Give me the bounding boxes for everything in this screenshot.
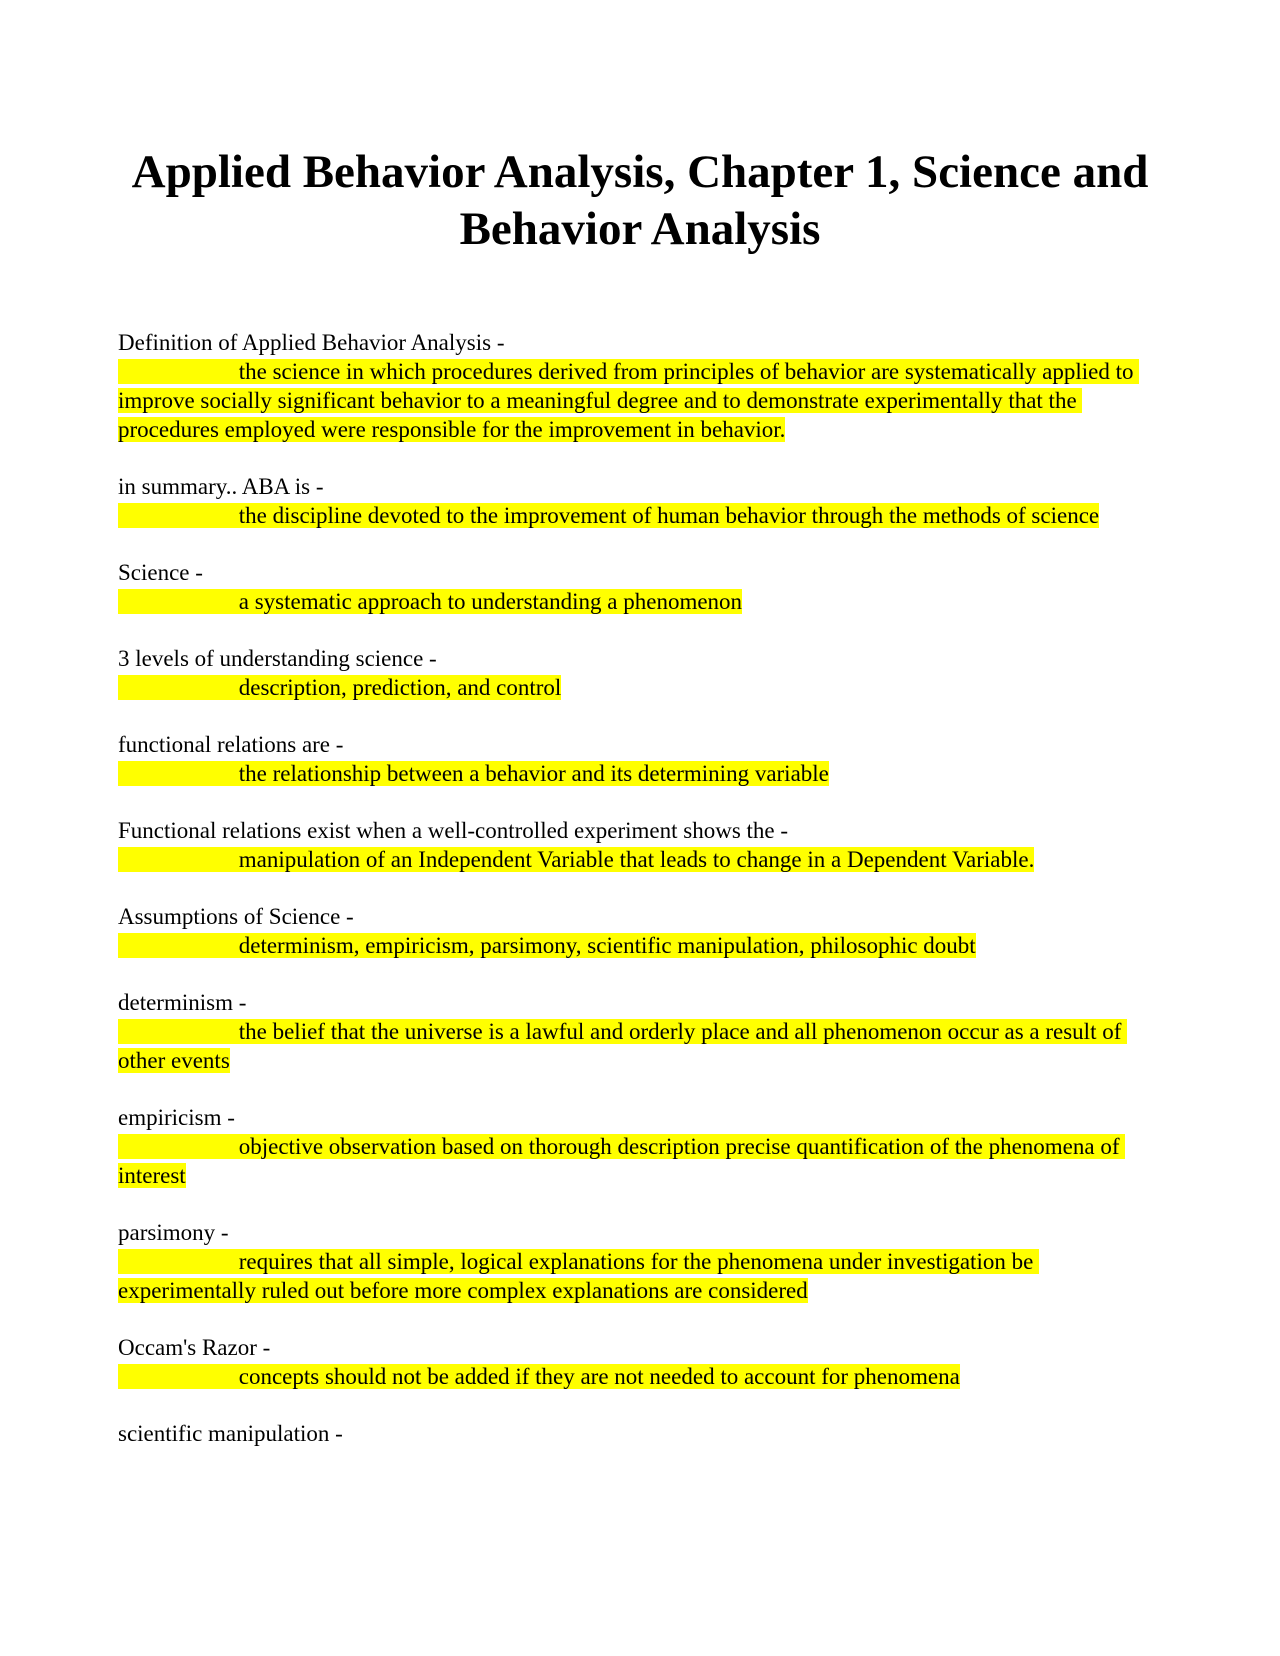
- flashcard-definition: [118, 931, 1162, 960]
- flashcard-definition: [118, 587, 1162, 616]
- flashcard-entry: [118, 1103, 1162, 1190]
- flashcard-entry: [118, 328, 1162, 444]
- flashcard-entry: [118, 988, 1162, 1075]
- flashcard-definition: [118, 1362, 1162, 1391]
- flashcard-definition: [118, 845, 1162, 874]
- highlighted-definition-text: description, prediction, and control: [118, 675, 562, 700]
- flashcard-entry: [118, 730, 1162, 788]
- highlighted-definition-text: the discipline devoted to the improvement of human behavior through the methods of science: [118, 503, 1100, 528]
- flashcard-term: parsimony -: [118, 1220, 229, 1245]
- flashcard-entry: [118, 816, 1162, 874]
- flashcard-entry: [118, 1333, 1162, 1391]
- flashcard-term: Definition of Applied Behavior Analysis -: [118, 330, 505, 355]
- flashcard-term: functional relations are -: [118, 732, 344, 757]
- document-title: Applied Behavior Analysis, Chapter 1, Science and Behavior Analysis: [131, 146, 1149, 255]
- flashcard-entry: [118, 1218, 1162, 1305]
- highlighted-definition-text: concepts should not be added if they are not needed to account for phenomena: [118, 1364, 960, 1389]
- highlighted-definition-text: the science in which procedures derived from principles of behavior are systematically applied to improve socially significant behavior to a meaningful degree and to demonstrate experimentally that the procedures employed were responsible for the improvement in behavior.: [118, 359, 1140, 442]
- flashcard-term: 3 levels of understanding science -: [118, 646, 437, 671]
- highlighted-definition-text: objective observation based on thorough description precise quantification of the phenomena of interest: [118, 1134, 1126, 1188]
- highlighted-definition-text: the relationship between a behavior and its determining variable: [118, 761, 829, 786]
- flashcard-term: Functional relations exist when a well-controlled experiment shows the -: [118, 818, 789, 843]
- flashcard-entry: [118, 1419, 1162, 1448]
- highlighted-definition-text: a systematic approach to understanding a phenomenon: [118, 589, 743, 614]
- flashcard-entry: [118, 472, 1162, 530]
- highlighted-definition-text: the belief that the universe is a lawful and orderly place and all phenomenon occur as a result of other events: [118, 1019, 1128, 1073]
- flashcard-term: Science -: [118, 560, 203, 585]
- flashcard-term: Assumptions of Science -: [118, 904, 354, 929]
- flashcard-term: in summary.. ABA is -: [118, 474, 324, 499]
- flashcard-entry: [118, 558, 1162, 616]
- flashcard-definition: [118, 501, 1162, 530]
- highlighted-definition-text: determinism, empiricism, parsimony, scientific manipulation, philosophic doubt: [118, 933, 976, 958]
- flashcard-term: empiricism -: [118, 1105, 235, 1130]
- highlighted-definition-text: requires that all simple, logical explanations for the phenomena under investigation be experimentally ruled out before more complex explanations are considered: [118, 1249, 1040, 1303]
- flashcard-definition: [118, 1247, 1162, 1305]
- flashcard-definition: [118, 1132, 1162, 1190]
- highlighted-definition-text: manipulation of an Independent Variable that leads to change in a Dependent Variable.: [118, 847, 1035, 872]
- flashcard-definition: [118, 759, 1162, 788]
- flashcard-term: determinism -: [118, 990, 247, 1015]
- flashcard-entry: [118, 644, 1162, 702]
- flashcard-list: [118, 328, 1162, 1476]
- flashcard-term: Occam's Razor -: [118, 1335, 271, 1360]
- flashcard-definition: [118, 673, 1162, 702]
- flashcard-definition: [118, 1017, 1162, 1075]
- flashcard-entry: [118, 902, 1162, 960]
- flashcard-term: scientific manipulation -: [118, 1421, 343, 1446]
- flashcard-definition: [118, 357, 1162, 444]
